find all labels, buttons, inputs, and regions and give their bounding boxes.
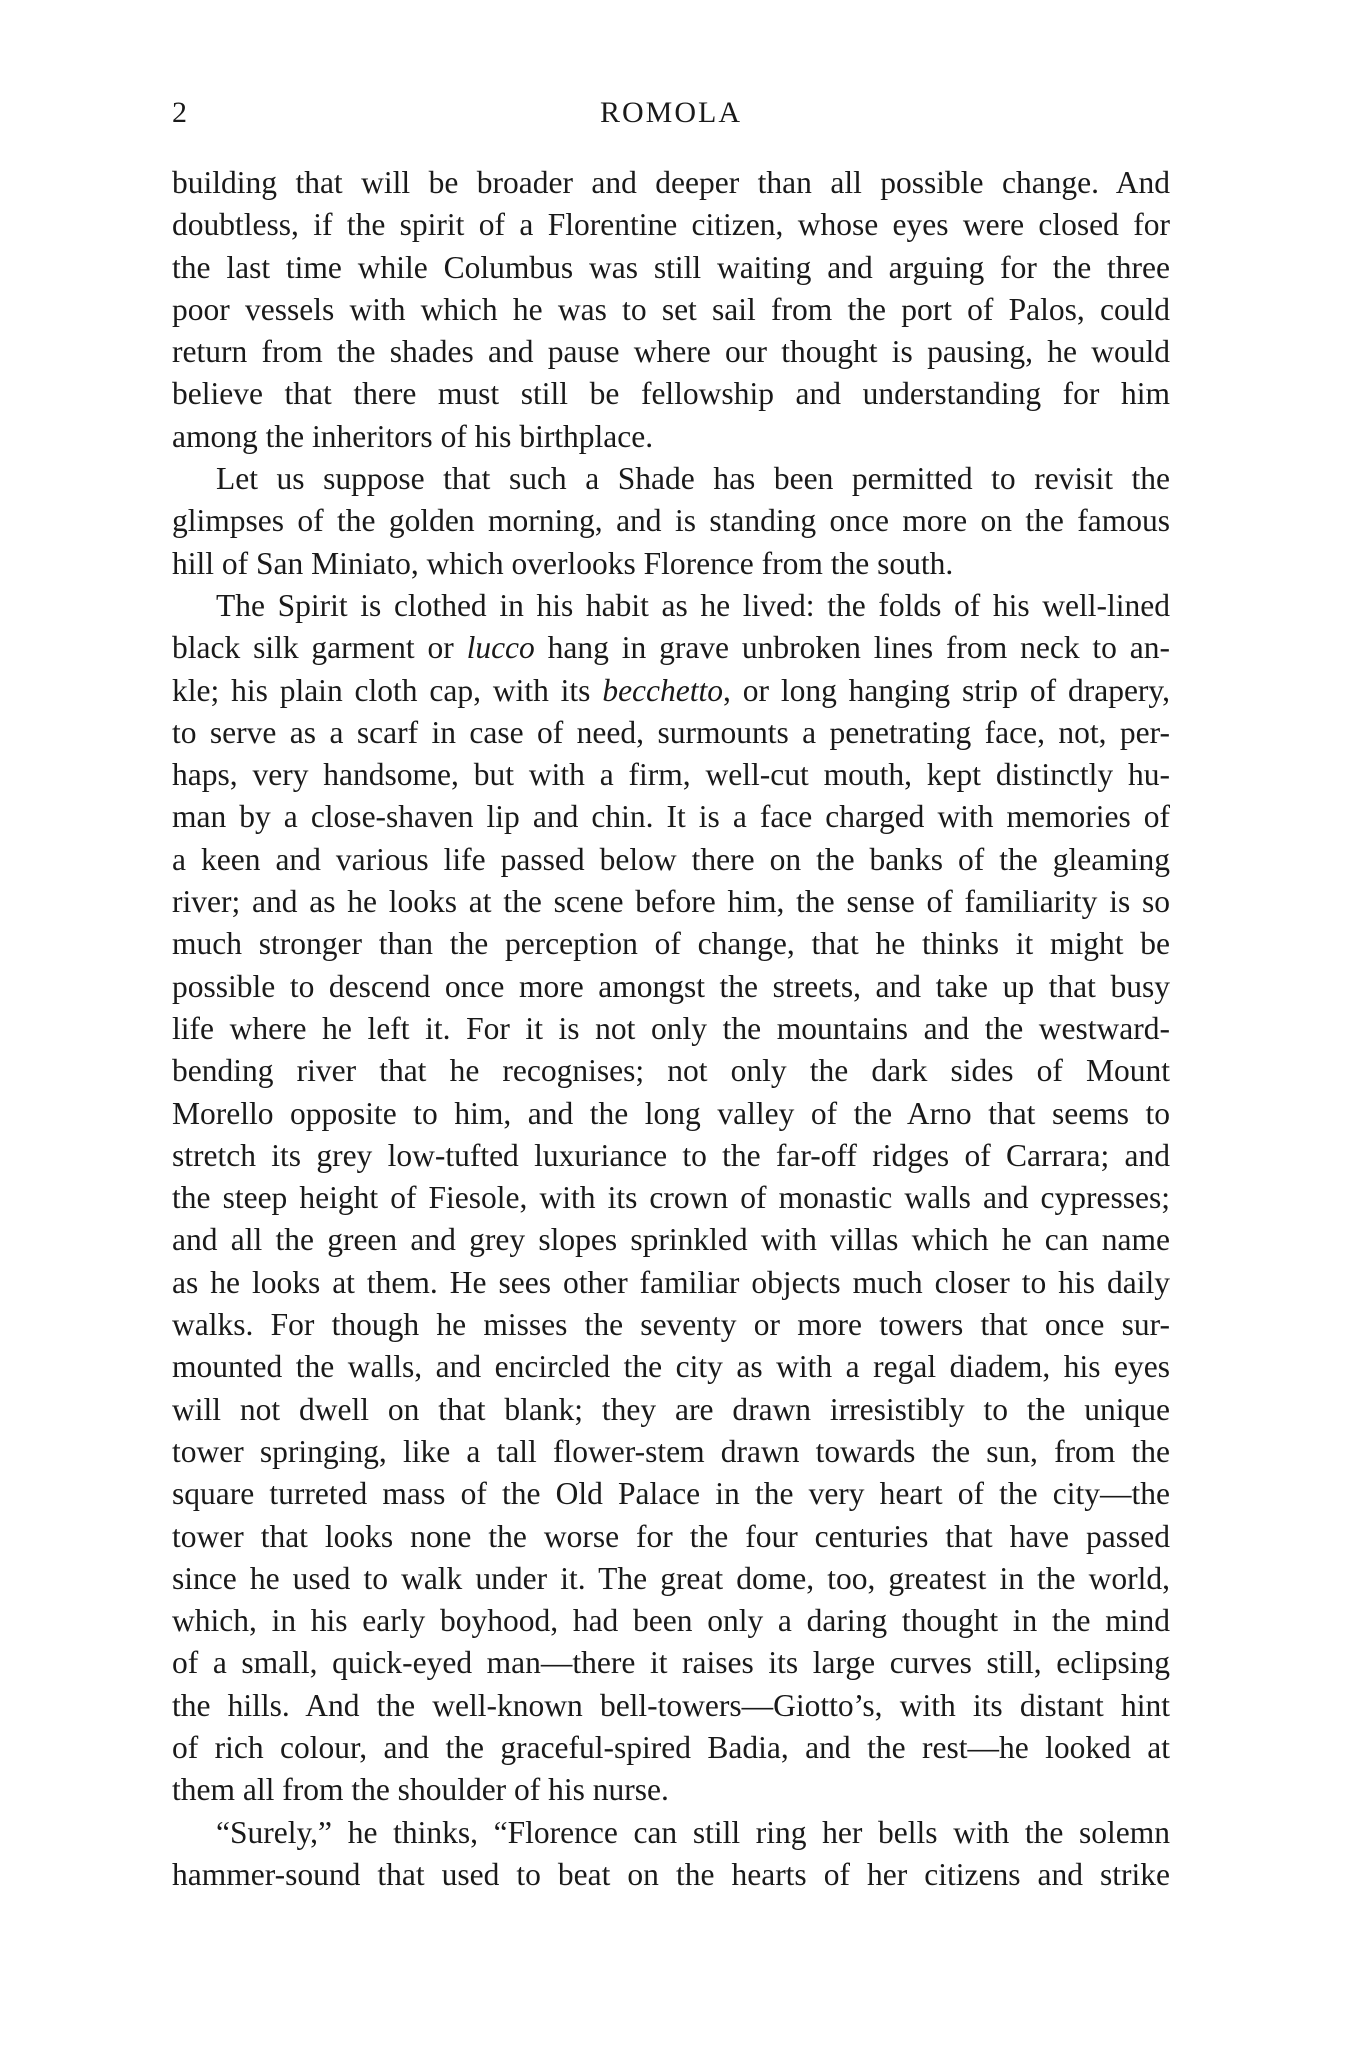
text-line — [172, 1304, 1170, 1346]
paragraph — [172, 585, 1170, 1812]
text-line — [172, 1600, 1170, 1642]
running-title: ROMOLA — [599, 96, 742, 129]
text-line — [172, 923, 1170, 965]
text-run: since he used to walk under it. The great dome, too, greatest in the world, — [172, 1560, 1170, 1596]
text-run: kle; his plain cloth cap, with its — [172, 672, 603, 708]
text-line — [172, 1812, 1170, 1854]
text-run: stretch its grey low-tufted luxuriance to the far-off ridges of Carrara; and — [172, 1137, 1170, 1173]
text-run: among the inheritors of his birthplace. — [172, 418, 654, 454]
text-run: tower springing, like a tall flower-stem drawn towards the sun, from the — [172, 1433, 1170, 1469]
text-line — [172, 627, 1170, 669]
text-line — [172, 289, 1170, 331]
text-line — [172, 712, 1170, 754]
text-line — [172, 500, 1170, 542]
text-run: the steep height of Fiesole, with its crown of monastic walls and cypresses; — [172, 1180, 1170, 1216]
text-run: return from the shades and pause where our thought is pausing, he would — [172, 334, 1170, 370]
italic-term: lucco — [466, 630, 535, 666]
text-run: much stronger than the perception of change, that he thinks it might be — [172, 926, 1170, 962]
text-run: and all the green and grey slopes sprinkled with villas which he can name — [172, 1222, 1170, 1258]
text-run: black silk garment or — [172, 630, 467, 666]
text-run: glimpses of the golden morning, and is standing once more on the famous — [172, 503, 1170, 539]
text-run: will not dwell on that blank; they are drawn irresistibly to the unique — [172, 1391, 1170, 1427]
text-line — [172, 1727, 1170, 1769]
text-run: bending river that he recognises; not only the dark sides of Mount — [172, 1053, 1170, 1089]
text-line — [172, 1177, 1170, 1219]
text-run: hill of San Miniato, which overlooks Florence from the south. — [172, 545, 954, 581]
text-run: of a small, quick-eyed man—there it raises its large curves still, eclipsing — [172, 1645, 1170, 1681]
text-line — [172, 881, 1170, 923]
text-line — [172, 1093, 1170, 1135]
text-line — [172, 1431, 1170, 1473]
text-line — [172, 1389, 1170, 1431]
text-run: , or long hanging strip of drapery, — [723, 672, 1170, 708]
text-line — [172, 754, 1170, 796]
page-number: 2 — [172, 96, 188, 129]
text-run: square turreted mass of the Old Palace in the very heart of the city—the — [172, 1476, 1170, 1512]
paragraph — [172, 162, 1170, 458]
text-run: believe that there must still be fellowship and understanding for him — [172, 376, 1170, 412]
text-run: which, in his early boyhood, had been only a daring thought in the mind — [172, 1603, 1170, 1639]
text-run: life where he left it. For it is not only the mountains and the westward- — [172, 1010, 1170, 1046]
text-run: man by a close-shaven lip and chin. It is a face charged with memories of — [172, 799, 1170, 835]
text-run: walks. For though he misses the seventy or more towers that once sur- — [172, 1307, 1170, 1343]
text-run: the last time while Columbus was still waiting and arguing for the three — [172, 249, 1170, 285]
text-run: possible to descend once more amongst the streets, and take up that busy — [172, 968, 1170, 1004]
text-run: as he looks at them. He sees other familiar objects much closer to his daily — [172, 1264, 1170, 1300]
text-run: the hills. And the well-known bell-towers—Giotto’s, with its distant hint — [172, 1687, 1170, 1723]
text-line — [172, 966, 1170, 1008]
text-line — [172, 839, 1170, 881]
text-run: hammer-sound that used to beat on the hearts of her citizens and strike — [172, 1856, 1170, 1892]
text-run: tower that looks none the worse for the four centuries that have passed — [172, 1518, 1170, 1554]
text-run: The Spirit is clothed in his habit as he lived: the folds of his well-lined — [216, 587, 1170, 623]
italic-term: becchetto — [602, 672, 723, 708]
text-line — [172, 1685, 1170, 1727]
text-line — [172, 1346, 1170, 1388]
text-run: building that will be broader and deeper than all possible change. And — [172, 165, 1170, 200]
text-line — [172, 1262, 1170, 1304]
text-run: “Surely,” he thinks, “Florence can still ring her bells with the solemn — [216, 1814, 1170, 1850]
text-run: a keen and various life passed below there on the banks of the gleaming — [172, 841, 1170, 877]
text-line — [172, 1854, 1170, 1896]
text-line — [172, 458, 1170, 500]
text-line — [172, 1473, 1170, 1515]
paragraph — [172, 458, 1170, 585]
text-line — [172, 416, 1170, 458]
text-line — [172, 1642, 1170, 1684]
text-run: Morello opposite to him, and the long valley of the Arno that seems to — [172, 1095, 1170, 1131]
text-line — [172, 1516, 1170, 1558]
text-run: doubtless, if the spirit of a Florentine citizen, whose eyes were closed for — [172, 207, 1170, 243]
text-line — [172, 1008, 1170, 1050]
text-run: haps, very handsome, but with a firm, well-cut mouth, kept distinctly hu- — [172, 757, 1170, 793]
text-line — [172, 331, 1170, 373]
text-line — [172, 1135, 1170, 1177]
text-run: Let us suppose that such a Shade has been permitted to revisit the — [216, 461, 1170, 497]
text-run: hang in grave unbroken lines from neck to an- — [534, 630, 1170, 666]
text-line — [172, 373, 1170, 415]
text-run: to serve as a scarf in case of need, surmounts a penetrating face, not, per- — [172, 714, 1170, 750]
text-line — [172, 670, 1170, 712]
text-line — [172, 204, 1170, 246]
paragraph — [172, 1812, 1170, 1897]
text-run: them all from the shoulder of his nurse. — [172, 1772, 669, 1808]
text-run: of rich colour, and the graceful-spired Badia, and the rest—he looked at — [172, 1729, 1170, 1765]
text-line — [172, 543, 1170, 585]
text-line — [172, 1219, 1170, 1261]
text-run: river; and as he looks at the scene before him, the sense of familiarity is so — [172, 884, 1170, 920]
text-line — [172, 247, 1170, 289]
body-text — [172, 162, 1170, 1896]
text-line — [172, 1050, 1170, 1092]
text-line — [172, 796, 1170, 838]
text-run: poor vessels with which he was to set sail from the port of Palos, could — [172, 291, 1170, 327]
text-line — [172, 585, 1170, 627]
text-line — [172, 1558, 1170, 1600]
text-run: mounted the walls, and encircled the city as with a regal diadem, his eyes — [172, 1349, 1170, 1385]
running-head — [172, 96, 1170, 136]
text-line — [172, 162, 1170, 204]
text-line — [172, 1769, 1170, 1811]
